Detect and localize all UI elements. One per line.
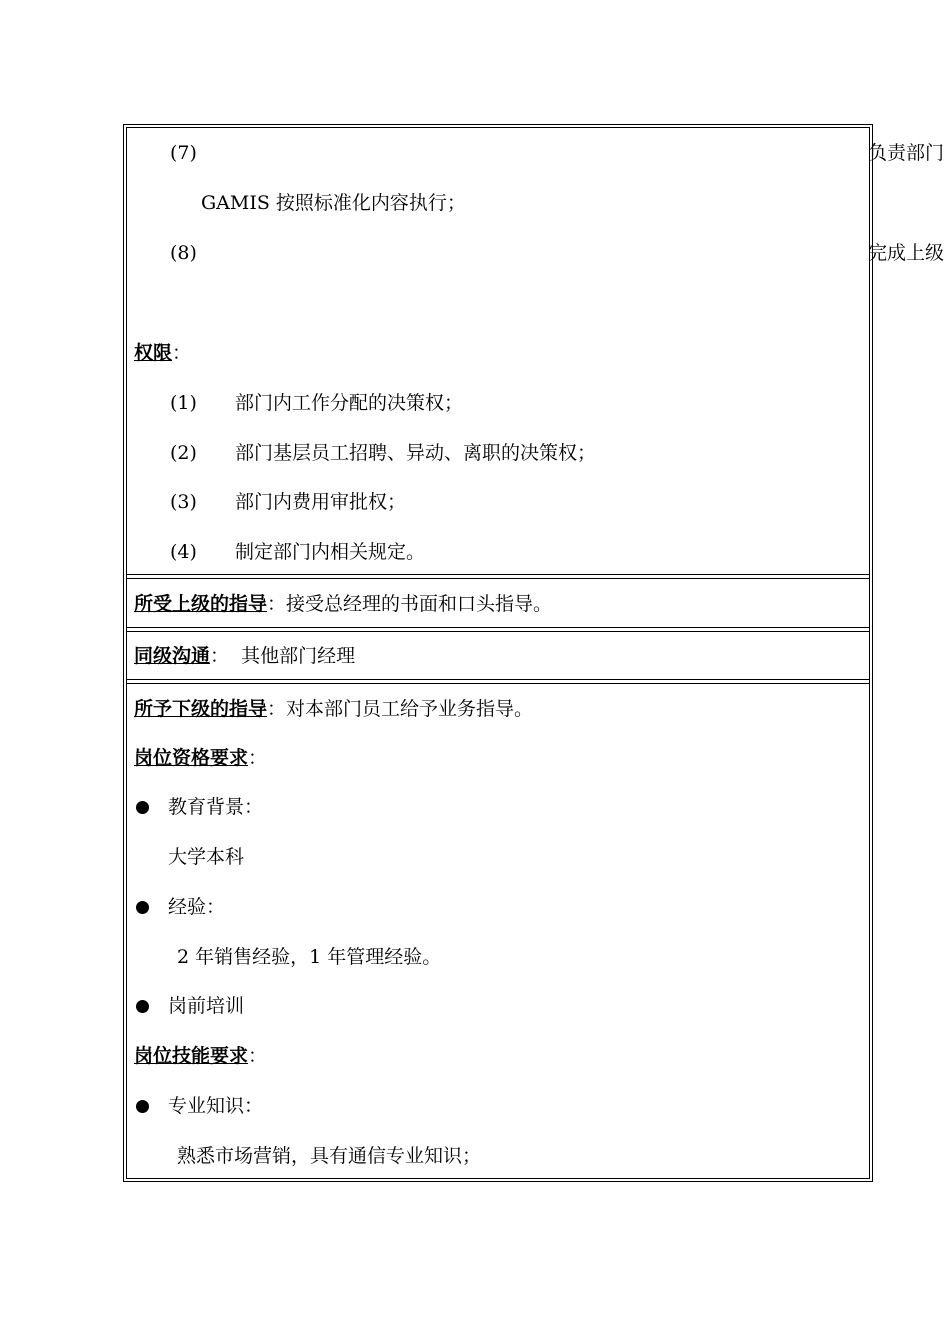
authority-item-4-number: (4) [170,541,197,563]
authority-heading [134,341,191,365]
knowledge-value: 熟悉市场营销，具有通信专业知识； [177,1145,482,1167]
qualification-heading [134,746,267,770]
authority-item-1-text: 部门内工作分配的决策权； [235,392,464,414]
duty-item-8-text: 完成上级 [868,242,945,264]
peer-communication-text: ： 其他部门经理 [210,645,356,667]
subordinate-guidance-text: ：对本部门员工给予业务指导。 [267,698,534,720]
skills-heading-label: 岗位技能要求 [134,1045,249,1067]
row-divider [126,578,870,579]
skills-heading-colon: ： [248,1045,268,1067]
bullet-icon [136,1000,149,1013]
duty-item-7-line2: GAMIS 按照标准化内容执行； [201,192,466,214]
authority-heading-colon: ： [172,342,192,364]
row-divider [126,627,870,628]
authority-item-3-text: 部门内费用审批权； [235,491,407,513]
bullet-icon [136,801,149,814]
education-value: 大学本科 [168,846,245,868]
bullet-icon [136,1100,149,1113]
authority-item-2-text: 部门基层员工招聘、异动、离职的决策权； [235,442,597,464]
authority-item-1-number: (1) [170,392,197,414]
skills-heading [134,1044,267,1068]
authority-item-2-number: (2) [170,442,197,464]
duty-item-8-number: (8) [170,242,197,264]
duty-item-7-text: 负责部门 [868,142,945,164]
peer-communication [134,644,355,668]
authority-item-4-text: 制定部门内相关规定。 [235,541,426,563]
row-divider [126,574,870,575]
experience-label: 经验： [168,896,226,918]
knowledge-label: 专业知识： [168,1095,264,1117]
subordinate-guidance-label: 所予下级的指导 [134,698,268,720]
superior-guidance-label: 所受上级的指导 [134,593,268,615]
peer-communication-label: 同级沟通 [134,645,211,667]
subordinate-guidance [134,697,533,721]
row-divider [126,679,870,680]
education-label: 教育背景： [168,796,264,818]
superior-guidance-text: ：接受总经理的书面和口头指导。 [267,593,553,615]
superior-guidance [134,592,552,616]
authority-item-3-number: (3) [170,491,197,513]
row-divider [126,683,870,684]
experience-value: 2 年销售经验，1 年管理经验。 [177,946,442,968]
qualification-heading-label: 岗位资格要求 [134,747,249,769]
duty-item-7-number: (7) [170,142,197,164]
row-divider [126,631,870,632]
bullet-icon [136,901,149,914]
authority-heading-label: 权限 [134,342,173,364]
qualification-heading-colon: ： [248,747,268,769]
training-label: 岗前培训 [168,995,245,1017]
